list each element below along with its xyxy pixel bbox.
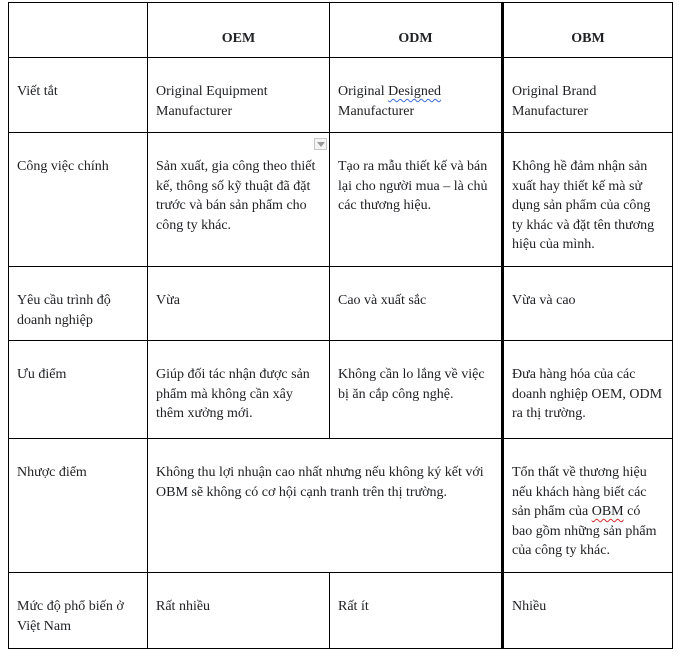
table-row xyxy=(9,341,673,439)
cell-obm: Original Brand Manufacturer xyxy=(503,58,673,133)
cell-odm: Không cần lo lắng về việc bị ăn cắp công nghệ. xyxy=(330,341,503,439)
table-row xyxy=(9,58,673,133)
row-label: Mức độ phổ biến ở Việt Nam xyxy=(9,573,148,649)
odm-text-part: Manufacturer xyxy=(338,103,415,119)
cell-oem: Vừa xyxy=(148,267,330,341)
comparison-table xyxy=(8,2,673,649)
table-row xyxy=(9,573,673,649)
cell-oem: Original Equipment Manufacturer xyxy=(148,58,330,133)
dropdown-arrow-icon[interactable] xyxy=(314,138,327,150)
header-obm: OBM xyxy=(503,3,673,58)
table-header-row xyxy=(9,3,673,58)
table-row xyxy=(9,133,673,267)
cell-oem: Sản xuất, gia công theo thiết kế, thông số kỹ thuật đã đặt trước và bán sản phẩm cho công ty khác. xyxy=(148,133,330,267)
cell-obm: Vừa và cao xyxy=(503,267,673,341)
cell-oem: Giúp đối tác nhận được sản phẩm mà không cần xây thêm xưởng mới. xyxy=(148,341,330,439)
row-label: Ưu điểm xyxy=(9,341,148,439)
odm-text-part: Original xyxy=(338,84,389,99)
obm-text-part: Tổn thất về thương hiệu nếu khách hàng biết các sản phẩm của xyxy=(512,465,647,519)
header-empty-cell xyxy=(9,3,148,58)
spellcheck-marked-word[interactable]: OBM xyxy=(591,504,624,519)
table-row xyxy=(9,439,673,573)
row-label: Yêu cầu trình độ doanh nghiệp xyxy=(9,267,148,341)
cell-obm: Không hề đảm nhận sản xuất hay thiết kế mà sử dụng sản phẩm của công ty khác và đặt tên thương hiệu của mình. xyxy=(503,133,673,267)
cell-oem: Rất nhiều xyxy=(148,573,330,649)
header-odm: ODM xyxy=(330,3,503,58)
cell-obm xyxy=(503,439,673,573)
header-oem: OEM xyxy=(148,3,330,58)
cell-obm: Nhiều xyxy=(503,573,673,649)
row-label: Công việc chính xyxy=(9,133,148,267)
cell-odm: Rất ít xyxy=(330,573,503,649)
row-label: Viết tắt xyxy=(9,58,148,133)
cell-odm: Cao và xuất sắc xyxy=(330,267,503,341)
cell-odm xyxy=(330,58,503,133)
cell-obm: Đưa hàng hóa của các doanh nghiệp OEM, ODM ra thị trường. xyxy=(503,341,673,439)
cell-odm: Tạo ra mẫu thiết kế và bán lại cho người mua – là chủ các thương hiệu. xyxy=(330,133,503,267)
merged-cell-oem-odm: Không thu lợi nhuận cao nhất nhưng nếu không ký kết với OBM sẽ không có cơ hội cạnh tranh trên thị trường. xyxy=(148,439,503,573)
obm-text-part: có bao gồm những sản phẩm của công ty khác. xyxy=(512,504,657,558)
table-row xyxy=(9,267,673,341)
row-label: Nhược điểm xyxy=(9,439,148,573)
spellcheck-marked-word[interactable]: Designed xyxy=(388,84,442,99)
